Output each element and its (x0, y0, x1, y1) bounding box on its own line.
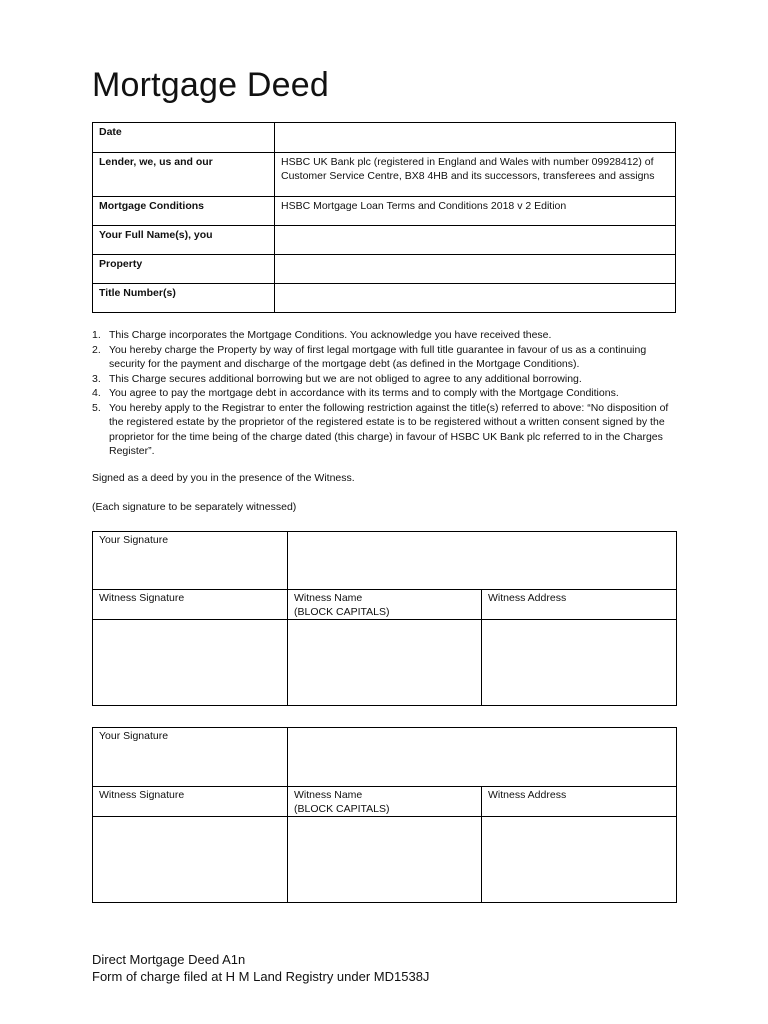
clause-item (92, 372, 680, 387)
title-numbers-field[interactable] (275, 284, 676, 313)
witness-name-field[interactable] (288, 620, 482, 706)
block-capitals-label: (BLOCK CAPITALS) (294, 803, 390, 815)
witness-header-row (93, 590, 677, 620)
witness-address-label: Witness Address (482, 787, 677, 817)
clause-item (92, 386, 680, 401)
clause-text: This Charge secures additional borrowing but we are not obliged to agree to any additional borrowing. (109, 372, 582, 385)
date-field[interactable] (275, 123, 676, 153)
footer (92, 952, 429, 985)
details-row-title-numbers (93, 284, 676, 313)
lender-value: HSBC UK Bank plc (registered in England and Wales with number 09928412) of Customer Service Centre, BX8 4HB and its successors, transferees and assigns (275, 153, 676, 197)
details-label: Title Number(s) (93, 284, 275, 313)
your-signature-label: Your Signature (93, 532, 288, 590)
details-label: Your Full Name(s), you (93, 226, 275, 255)
signature-row (93, 728, 677, 787)
witness-fields-row (93, 817, 677, 903)
full-names-field[interactable] (275, 226, 676, 255)
deed-details-table (92, 122, 676, 313)
details-label: Mortgage Conditions (93, 197, 275, 226)
clause-number: 3. (92, 372, 101, 385)
details-label: Property (93, 255, 275, 284)
clause-item (92, 401, 680, 459)
signature-block-2 (92, 727, 677, 903)
witness-address-field[interactable] (482, 620, 677, 706)
clause-item (92, 328, 680, 343)
clause-number: 5. (92, 401, 101, 414)
details-label: Date (93, 123, 275, 153)
witness-name-field[interactable] (288, 817, 482, 903)
witness-name-label: Witness Name (294, 789, 363, 801)
each-signature-note: (Each signature to be separately witnessed) (92, 501, 297, 513)
page-title: Mortgage Deed (92, 66, 329, 104)
your-signature-label: Your Signature (93, 728, 288, 787)
property-field[interactable] (275, 255, 676, 284)
witness-name-header (288, 787, 482, 817)
signature-block-1 (92, 531, 677, 706)
mortgage-conditions-value: HSBC Mortgage Loan Terms and Conditions 2018 v 2 Edition (275, 197, 676, 226)
details-row-lender (93, 153, 676, 197)
clause-text: You agree to pay the mortgage debt in accordance with its terms and to comply with the Mortgage Conditions. (109, 387, 619, 399)
witness-signature-label: Witness Signature (93, 787, 288, 817)
witness-fields-row (93, 620, 677, 706)
signed-as-deed-text: Signed as a deed by you in the presence of the Witness. (92, 472, 355, 484)
clause-number: 4. (92, 387, 101, 399)
details-row-full-names (93, 226, 676, 255)
block-capitals-label: (BLOCK CAPITALS) (294, 606, 390, 618)
details-row-date (93, 123, 676, 153)
witness-name-header (288, 590, 482, 620)
witness-signature-field[interactable] (93, 620, 288, 706)
your-signature-field[interactable] (288, 532, 677, 590)
witness-name-label: Witness Name (294, 592, 363, 604)
clause-text: This Charge incorporates the Mortgage Conditions. You acknowledge you have received these. (109, 329, 552, 341)
footer-registry-note: Form of charge filed at H M Land Registry under MD1538J (92, 968, 430, 984)
witness-address-label: Witness Address (482, 590, 677, 620)
clause-item (92, 343, 680, 372)
footer-form-name: Direct Mortgage Deed A1n (92, 952, 246, 967)
your-signature-field[interactable] (288, 728, 677, 787)
details-label: Lender, we, us and our (93, 153, 275, 197)
clause-text: You hereby apply to the Registrar to enter the following restriction against the title(s) referred to above: “No disposition of the registered estate by the proprietor of the registered estate is to be registered without a written consent signed by the proprietor for the time being of the charge dated (this charge) in favour of HSBC UK Bank plc referred to in the Charges Register”. (109, 401, 669, 457)
details-row-property (93, 255, 676, 284)
witness-signature-field[interactable] (93, 817, 288, 903)
witness-signature-label: Witness Signature (93, 590, 288, 620)
signature-row (93, 532, 677, 590)
clauses-list (92, 328, 680, 459)
clause-text: You hereby charge the Property by way of first legal mortgage with full title guarantee in favour of us as a continuing security for the payment and discharge of the mortgage debt (as defined in the Mortgage Conditions). (109, 343, 647, 370)
witness-address-field[interactable] (482, 817, 677, 903)
witness-header-row (93, 787, 677, 817)
clause-number: 2. (92, 343, 101, 356)
clause-number: 1. (92, 329, 101, 341)
details-row-mortgage-conditions (93, 197, 676, 226)
